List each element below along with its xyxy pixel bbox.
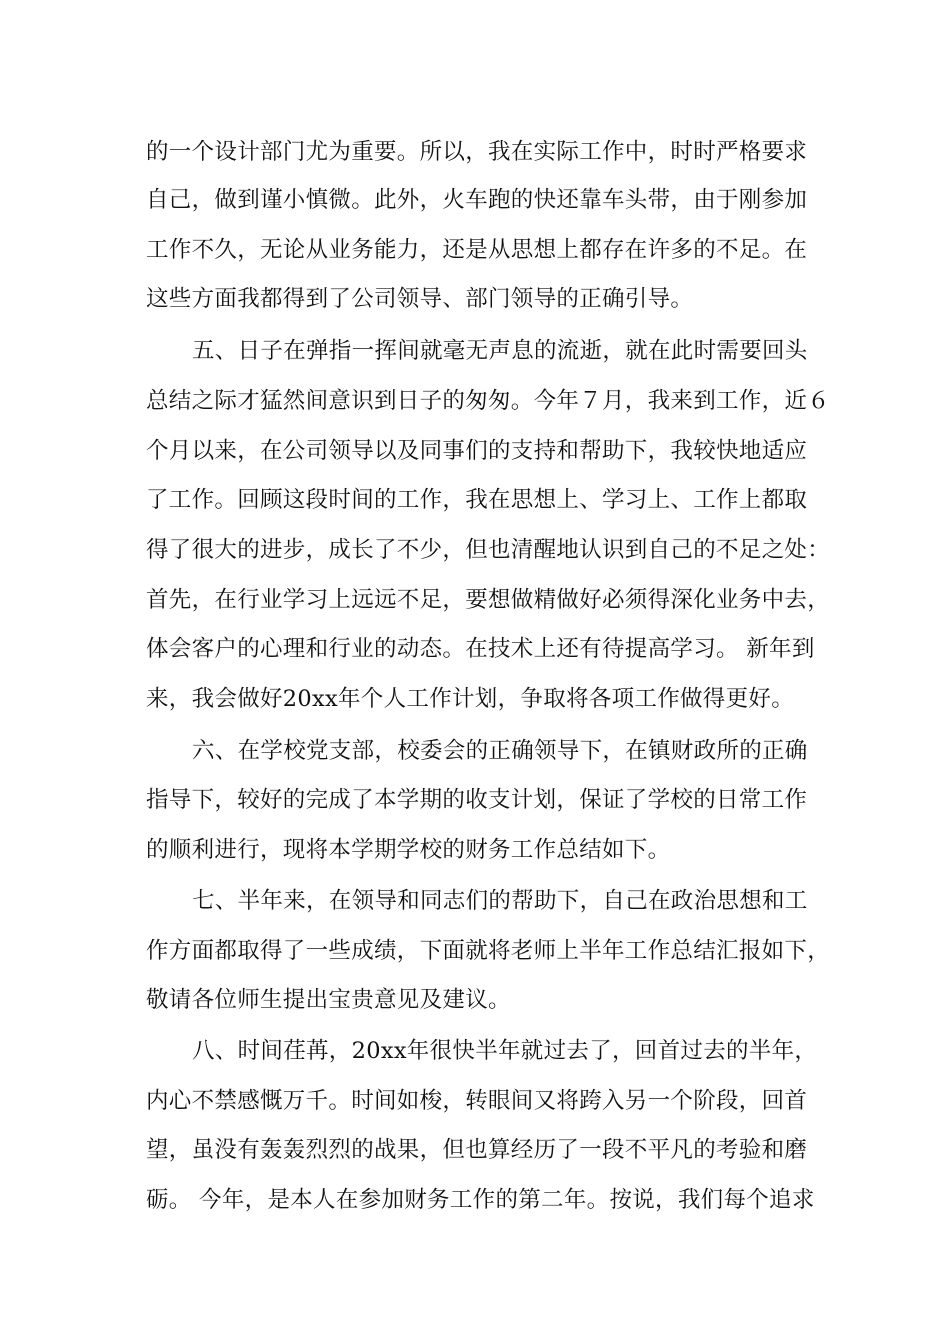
text-line: 砺。 今年，是本人在参加财务工作的第二年。按说，我们每个追求 — [146, 1187, 815, 1213]
text-line: 得了很大的进步，成长了不少，但也清醒地认识到自己的不足之处： — [146, 537, 831, 563]
text-line: 工作不久，无论从业务能力，还是从思想上都存在许多的不足。在 — [146, 237, 808, 263]
paragraph-seven-first-line: 七、半年来，在领导和同志们的帮助下，自己在政治思想和工 — [192, 888, 808, 914]
text-line: 体会客户的心理和行业的动态。在技术上还有待提高学习。 新年到 — [146, 636, 815, 662]
text-line: 这些方面我都得到了公司领导、部门领导的正确引导。 — [146, 286, 694, 312]
text-line: 自己，做到谨小慎微。此外，火车跑的快还靠车头带，由于刚参加 — [146, 187, 808, 213]
text-line: 指导下，较好的完成了本学期的收支计划，保证了学校的日常工作 — [146, 787, 808, 813]
text-line: 望，虽没有轰轰烈烈的战果，但也算经历了一段不平凡的考验和磨 — [146, 1137, 808, 1163]
text-line: 敬请各位师生提出宝贵意见及建议。 — [146, 987, 511, 1013]
paragraph-eight-first-line: 八、时间荏苒，20xx年很快半年就过去了，回首过去的半年， — [192, 1038, 818, 1064]
text-line: 的一个设计部门尤为重要。所以，我在实际工作中，时时严格要求 — [146, 139, 808, 165]
text-line: 来，我会做好20xx年个人工作计划，争取将各项工作做得更好。 — [146, 686, 795, 712]
text-line: 首先，在行业学习上远远不足，要想做精做好必须得深化业务中去， — [146, 587, 831, 613]
paragraph-six-first-line: 六、在学校党支部，校委会的正确领导下，在镇财政所的正确 — [192, 738, 808, 764]
text-line: 个月以来，在公司领导以及同事们的支持和帮助下，我较快地适应 — [146, 438, 808, 464]
text-line: 了工作。回顾这段时间的工作，我在思想上、学习上、工作上都取 — [146, 487, 808, 513]
text-line: 内心不禁感慨万千。时间如梭，转眼间又将跨入另一个阶段，回首 — [146, 1088, 808, 1114]
text-line: 作方面都取得了一些成绩，下面就将老师上半年工作总结汇报如下， — [146, 938, 831, 964]
paragraph-five-first-line: 五、日子在弹指一挥间就毫无声息的流逝，就在此时需要回头 — [192, 338, 808, 364]
text-line: 总结之际才猛然间意识到日子的匆匆。今年７月，我来到工作，近６ — [146, 388, 831, 414]
text-line: 的顺利进行，现将本学期学校的财务工作总结如下。 — [146, 837, 671, 863]
